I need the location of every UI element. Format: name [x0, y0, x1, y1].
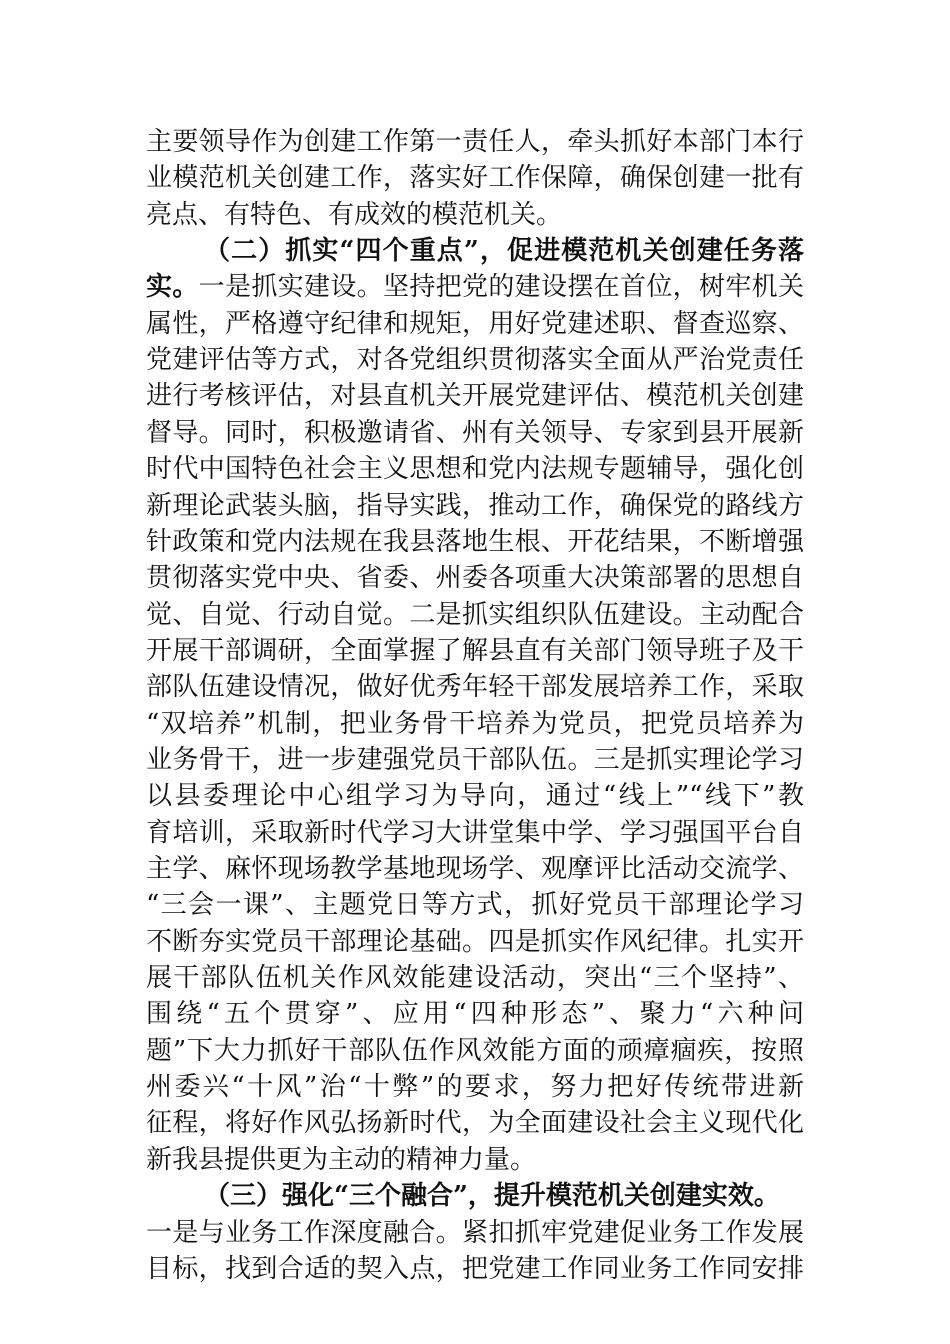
- text-line: 进行考核评估，对县直机关开展党建评估、模范机关创建: [146, 381, 804, 411]
- text-line: 针政策和党内法规在我县落地生根、开花结果，不断增强: [146, 527, 804, 557]
- text-line: 不断夯实党员干部理论基础。四是抓实作风纪律。扎实开: [146, 927, 804, 957]
- text-line: 展干部队伍机关作风效能建设活动，突出“三个坚持”、: [146, 963, 804, 993]
- text-line: 一是与业务工作深度融合。紧扣抓牢党建促业务工作发展: [146, 1218, 804, 1248]
- text-line: 党建评估等方式，对各党组织贯彻落实全面从严治党责任: [146, 345, 804, 375]
- text-line: 觉、自觉、行动自觉。二是抓实组织队伍建设。主动配合: [146, 600, 804, 630]
- text-line: 属性，严格遵守纪律和规矩，用好党建述职、督查巡察、: [146, 309, 804, 339]
- text-line: 目标，找到合适的契入点，把党建工作同业务工作同安排: [146, 1254, 804, 1284]
- text-line: 贯彻落实党中央、省委、州委各项重大决策部署的思想自: [146, 563, 804, 593]
- text-line: 题”下大力抓好干部队伍作风效能方面的顽瘴痼疾，按照: [146, 1036, 804, 1066]
- text-line: 亮点、有特色、有成效的模范机关。: [146, 200, 563, 230]
- text-line: （三）强化“三个融合”，提升模范机关创建实效。: [204, 1181, 780, 1211]
- text-line: 州委兴“十风”治“十弊”的要求，努力把好传统带进新: [146, 1072, 804, 1102]
- text-line: 督导。同时，积极邀请省、州有关领导、专家到县开展新: [146, 418, 804, 448]
- text-line: 新理论武装头脑，指导实践，推动工作，确保党的路线方: [146, 491, 804, 521]
- text-line: 主要领导作为创建工作第一责任人，牵头抓好本部门本行: [146, 127, 804, 157]
- text-line: “双培养”机制，把业务骨干培养为党员，把党员培养为: [146, 709, 804, 739]
- text-line: “三会一课”、主题党日等方式，抓好党员干部理论学习: [146, 890, 804, 920]
- text-line: （二）抓实“四个重点”，促进模范机关创建任务落: [204, 236, 804, 266]
- text-line: 开展干部调研，全面掌握了解县直有关部门领导班子及干: [146, 636, 804, 666]
- text-line: 业模范机关创建工作，落实好工作保障，确保创建一批有: [146, 163, 804, 193]
- text-line: 征程，将好作风弘扬新时代，为全面建设社会主义现代化: [146, 1108, 804, 1138]
- text-line: [146, 267, 804, 307]
- text-line: 部队伍建设情况，做好优秀年轻干部发展培养工作，采取: [146, 672, 804, 702]
- bold-heading-fragment: 实。: [146, 272, 199, 302]
- text-line: 以县委理论中心组学习为导向，通过“线上”“线下”教: [146, 781, 804, 811]
- text-line: 围绕“五个贯穿”、应用“四种形态”、聚力“六种问: [146, 999, 804, 1029]
- text-line: 育培训，采取新时代学习大讲堂集中学、学习强国平台自: [146, 818, 804, 848]
- text-line: 时代中国特色社会主义思想和党内法规专题辅导，强化创: [146, 454, 804, 484]
- text-line-rest: 一是抓实建设。坚持把党的建设摆在首位，树牢机关: [198, 272, 804, 302]
- text-line: 主学、麻怀现场教学基地现场学、观摩评比活动交流学、: [146, 854, 804, 884]
- text-line: 新我县提供更为主动的精神力量。: [146, 1145, 537, 1175]
- text-line: 业务骨干，进一步建强党员干部队伍。三是抓实理论学习: [146, 745, 804, 775]
